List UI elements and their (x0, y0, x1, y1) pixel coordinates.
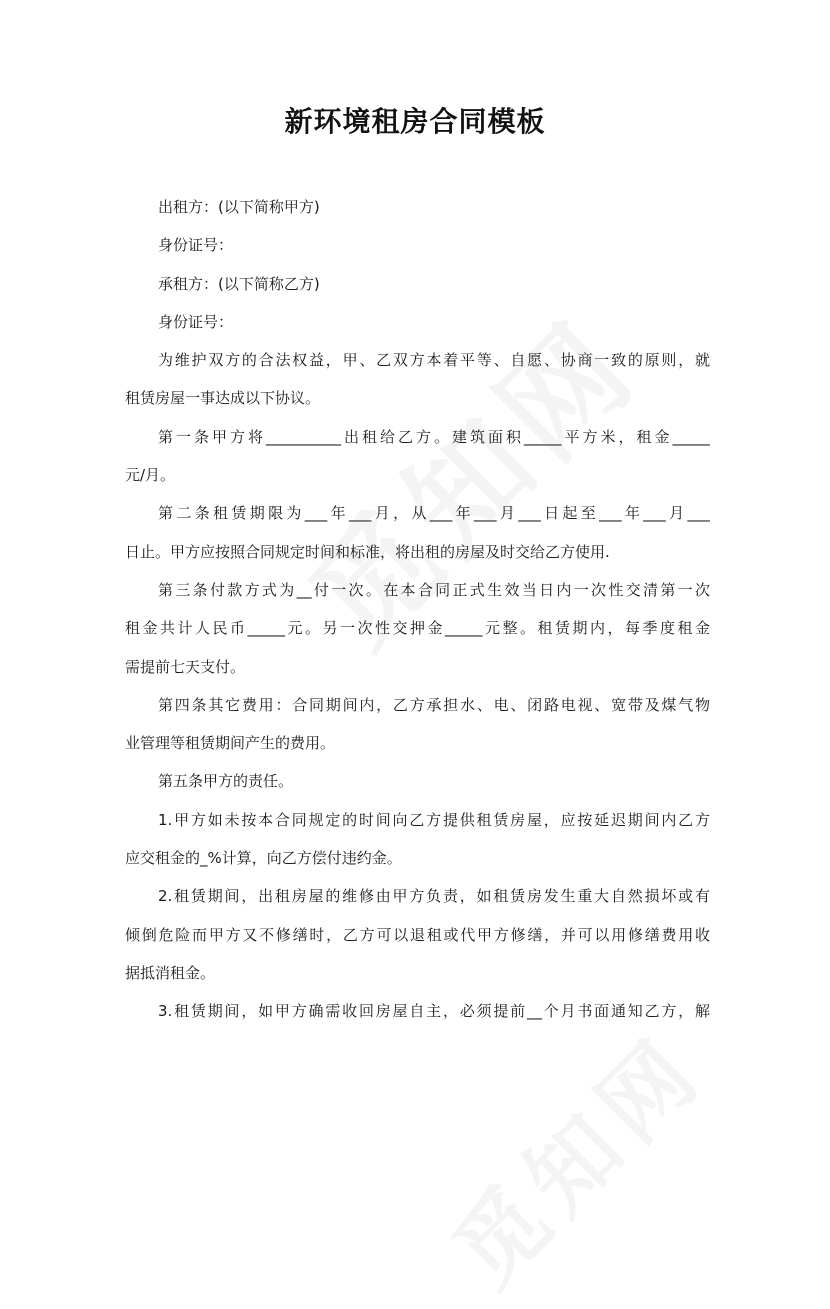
text-line: 1.甲方如未按本合同规定的时间向乙方提供租赁房屋，应按延迟期间内乙方 (158, 810, 710, 829)
text-line: 业管理等租赁期间产生的费用。 (125, 734, 336, 753)
text-line: 租赁房屋一事达成以下协议。 (125, 389, 321, 408)
text-line: 应交租金的_%计算，向乙方偿付违约金。 (125, 849, 402, 868)
document-title: 新环境租房合同模板 (284, 105, 546, 138)
text-line: 日止。甲方应按照合同规定时间和标准，将出租的房屋及时交给乙方使用. (125, 542, 610, 561)
text-line: 倾倒危险而甲方又不修缮时，乙方可以退租或代甲方修缮，并可以用修缮费用收 (125, 925, 710, 944)
text-line: 出租方：(以下简称甲方) (158, 198, 320, 216)
text-line: 身份证号： (158, 312, 234, 331)
text-line: 2.租赁期间，出租房屋的维修由甲方负责，如租赁房发生重大自然损坏或有 (158, 887, 710, 906)
text-line: 第二条租赁期限为___年___月，从___年___月___日起至___年___月___ (158, 504, 710, 523)
text-line: 第四条其它费用：合同期间内，乙方承担水、电、闭路电视、宽带及煤气物 (158, 695, 710, 714)
text-line: 第五条甲方的责任。 (158, 772, 294, 791)
text-line: 身份证号： (158, 236, 234, 255)
text-line: 需提前七天支付。 (125, 657, 246, 676)
watermark (419, 1001, 727, 1309)
text-line: 3.租赁期间，如甲方确需收回房屋自主，必须提前__个月书面通知乙方，解 (158, 1002, 710, 1021)
text-line: 第一条甲方将__________出租给乙方。建筑面积_____平方米，租金_____ (158, 427, 710, 446)
text-line: 据抵消租金。 (125, 963, 216, 982)
text-line: 为维护双方的合法权益，甲、乙双方本着平等、自愿、协商一致的原则，就 (158, 351, 710, 370)
text-line: 承租方：(以下简称乙方) (158, 274, 320, 293)
text-line: 第三条付款方式为__付一次。在本合同正式生效当日内一次性交清第一次 (158, 580, 710, 599)
document-body (125, 188, 710, 1031)
text-line: 租金共计人民币_____元。另一次性交押金_____元整。租赁期内，每季度租金 (125, 619, 710, 638)
text-line: 元/月。 (125, 466, 176, 485)
